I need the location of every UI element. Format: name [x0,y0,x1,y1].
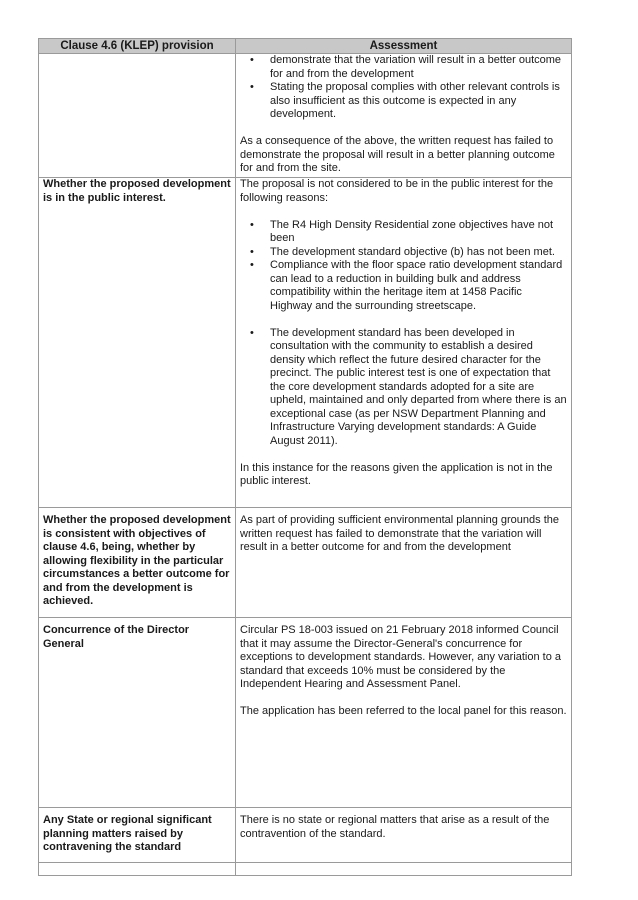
list-item: • The development standard objective (b) has not been met. [270,246,567,260]
provision-cell [39,54,236,178]
list-item: • The development standard has been developed in consultation with the community to establish a desired density which reflect the future desired character for the precinct. The public interest test is one of expectation that the core development standards adopted for a site are upheld, maintained and only departed from where there is an exceptional case (as per NSW Department Planning and Infrastructure Varying development standards: A Guide August 2011). [270,327,567,449]
table-row [39,808,572,863]
empty-cell [236,863,572,876]
document-page [38,38,571,876]
list-item: • Stating the proposal complies with other relevant controls is also insufficient as this outcome is expected in any development. [270,81,567,122]
conclusion-text: In this instance for the reasons given the application is not in the public interest. [240,461,553,487]
assessment-cell [236,54,572,178]
provision-text: Any State or regional significant planning matters raised by contravening the standard [43,814,212,853]
provision-cell [39,508,236,618]
assessment-cell [236,618,572,808]
provision-cell [39,808,236,863]
assessment-text: The application has been referred to the local panel for this reason. [240,705,567,717]
assessment-text: As part of providing sufficient environmental planning grounds the written request has failed to demonstrate that the variation will result in a better outcome for and from the development [240,514,559,553]
table-row [39,508,572,618]
table-row [39,54,572,178]
bullet-list [240,54,567,122]
table-row [39,618,572,808]
intro-text: The proposal is not considered to be in the public interest for the following reasons: [240,178,554,204]
table-row [39,178,572,508]
bullet-list [240,327,567,449]
table-row [39,863,572,876]
assessment-cell [236,508,572,618]
header-provision: Clause 4.6 (KLEP) provision [39,39,236,54]
bullet-list [240,219,567,314]
provision-text: Whether the proposed development is consistent with objectives of clause 4.6, being, whether by allowing flexibility in the particular circumstances a better outcome for and from the development is achieved. [43,514,231,607]
assessment-cell [236,808,572,863]
assessment-text: Circular PS 18-003 issued on 21 February 2018 informed Council that it may assume the Director-General's concurrence for exceptions to development standards. However, any variation to a standard that exceeds 10% must be considered by the Independent Hearing and Assessment Panel. [240,624,562,690]
table-header-row [39,39,572,54]
assessment-text: There is no state or regional matters that arise as a result of the contravention of the standard. [240,814,550,840]
provision-cell [39,618,236,808]
provision-cell: Whether the proposed development is in the public interest. [39,178,236,508]
provision-text: Concurrence of the Director General [43,624,190,650]
list-item: • demonstrate that the variation will result in a better outcome for and from the development [270,54,567,81]
assessment-cell [236,178,572,508]
empty-cell [39,863,236,876]
list-item: • The R4 High Density Residential zone objectives have not been [270,219,567,246]
list-item: • Compliance with the floor space ratio development standard can lead to a reduction in building bulk and address compatibility within the heritage item at 1458 Pacific Highway and the surrounding streetscape. [270,259,567,313]
conclusion-text: As a consequence of the above, the written request has failed to demonstrate the proposal will result in a better planning outcome for and from the site. [240,135,555,174]
clause-4-6-assessment-table [38,38,572,876]
header-assessment: Assessment [236,39,572,54]
